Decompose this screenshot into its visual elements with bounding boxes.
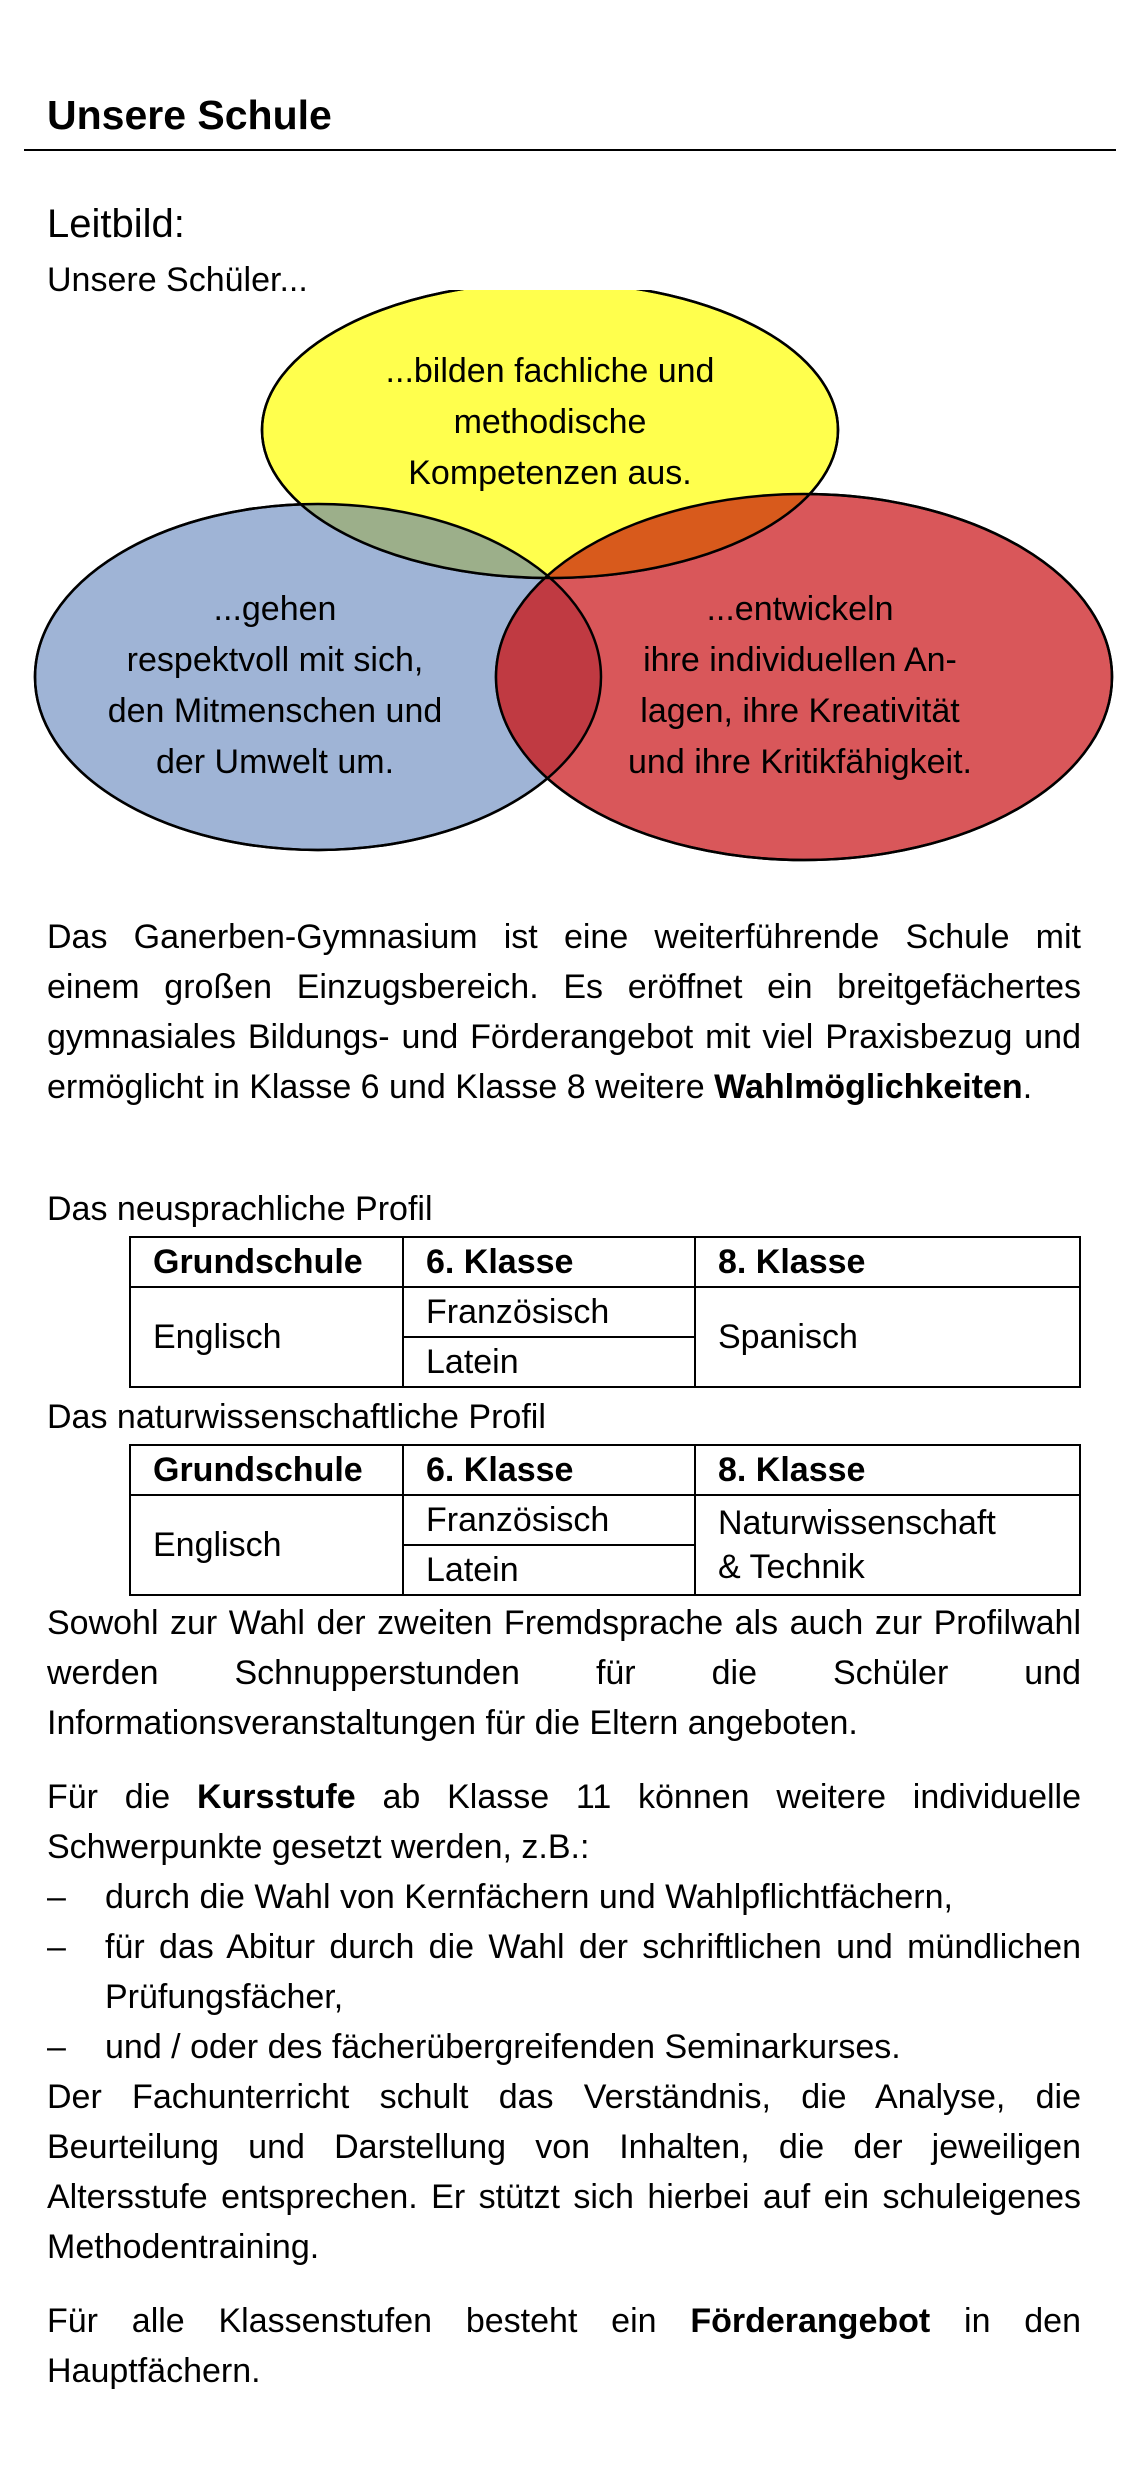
list-item-text: und / oder des fächerübergreifenden Seminarkurses. [105, 2028, 901, 2066]
kursstufe-pre: Für die [47, 1778, 197, 1816]
intro-text: Das Ganerben-Gymnasium ist eine weiterführende Schule mit einem großen Einzugsbereich. Es eröffnet ein breitgefächertes gymnasiales Bildungs- und Förderangebot mit viel Praxisbezug und ermöglicht in Klasse 6 und Klasse 8 weitere [47, 918, 1081, 1106]
table-cell: Französisch [403, 1287, 695, 1337]
foerder-post: in den Hauptfächern. [47, 2302, 1081, 2390]
table-cell: Englisch [130, 1287, 403, 1387]
schnupper-paragraph: Sowohl zur Wahl der zweiten Fremdsprache als auch zur Profilwahl werden Schnupperstunden für die Schüler und Informationsveranstaltungen für die Eltern angeboten. [47, 1604, 1081, 1742]
table-cell: Englisch [130, 1495, 403, 1595]
foerder-pre: Für alle Klassenstufen besteht ein [47, 2302, 691, 2340]
table-header: 6. Klasse [403, 1237, 695, 1287]
table-header: Grundschule [130, 1445, 403, 1495]
kursstufe-paragraph [47, 1772, 1081, 1872]
venn-text-blue [60, 584, 490, 788]
table-header: Grundschule [130, 1237, 403, 1287]
dash-bullet: – [47, 1878, 66, 1916]
page-title: Unsere Schule [47, 92, 332, 138]
venn-text-line: ihre individuellen An- [643, 641, 957, 679]
list-item-text: für das Abitur durch die Wahl der schriftlichen und mündlichen Prüfungsfächer, [105, 1928, 1081, 2016]
kursstufe-post: ab Klasse 11 können weitere individuelle Schwerpunkte gesetzt werden, z.B.: [47, 1778, 1081, 1866]
profile-title-neusprachlich: Das neusprachliche Profil [47, 1190, 433, 1228]
profile-table-naturwissenschaftlich [129, 1444, 1081, 1596]
venn-text-yellow [330, 346, 770, 499]
table-cell-line: Naturwissenschaft [718, 1504, 996, 1542]
venn-text-line: ...gehen [213, 590, 337, 628]
table-row [130, 1287, 1080, 1337]
table-cell: Französisch [403, 1495, 695, 1545]
venn-text-line: der Umwelt um. [155, 743, 395, 781]
table-cell [695, 1495, 1080, 1595]
venn-text-line: ...bilden fachliche und [385, 352, 715, 390]
venn-text-red [590, 584, 1010, 788]
list-item [47, 2022, 1081, 2072]
table-cell: Latein [403, 1337, 695, 1387]
foerder-bold: Förderangebot [690, 2302, 931, 2340]
profile-table-neusprachlich [129, 1236, 1081, 1388]
table-row [130, 1495, 1080, 1545]
venn-text-line: respektvoll mit sich, [126, 641, 424, 679]
title-divider [24, 149, 1116, 151]
venn-text-line: methodische [453, 403, 647, 441]
venn-text-line: ...entwickeln [706, 590, 894, 628]
list-item [47, 1922, 1081, 2022]
dash-bullet: – [47, 1928, 66, 1966]
table-header: 8. Klasse [695, 1237, 1080, 1287]
table-cell-line: & Technik [718, 1548, 865, 1586]
table-cell: Latein [403, 1545, 695, 1595]
table-header: 6. Klasse [403, 1445, 695, 1495]
dash-bullet: – [47, 2028, 66, 2066]
list-item-text: durch die Wahl von Kernfächern und Wahlpflichtfächern, [105, 1878, 953, 1916]
intro-paragraph [47, 912, 1081, 1112]
foerder-paragraph [47, 2296, 1081, 2396]
venn-text-line: den Mitmenschen und [107, 692, 443, 730]
leitbild-intro: Unsere Schüler... [47, 261, 308, 299]
table-row [130, 1237, 1080, 1287]
table-row [130, 1445, 1080, 1495]
venn-text-line: und ihre Kritikfähigkeit. [628, 743, 972, 781]
leitbild-label: Leitbild: [47, 202, 185, 246]
venn-text-line: lagen, ihre Kreativität [640, 692, 960, 730]
kursstufe-bold: Kursstufe [196, 1778, 356, 1816]
intro-bold: Wahlmöglichkeiten [714, 1068, 1023, 1106]
list-item [47, 1872, 1081, 1922]
profile-title-naturwissenschaftlich: Das naturwissenschaftliche Profil [47, 1398, 546, 1436]
table-cell: Spanisch [695, 1287, 1080, 1387]
intro-end: . [1022, 1068, 1033, 1106]
kursstufe-list [47, 1872, 1081, 2072]
table-header: 8. Klasse [695, 1445, 1080, 1495]
fachunterricht-paragraph: Der Fachunterricht schult das Verständnis, die Analyse, die Beurteilung und Darstellung von Inhalten, die der jeweiligen Altersstufe entsprechen. Er stützt sich hierbei auf ein schuleigenes Methodentraining. [47, 2078, 1081, 2266]
venn-text-line: Kompetenzen aus. [408, 454, 692, 492]
